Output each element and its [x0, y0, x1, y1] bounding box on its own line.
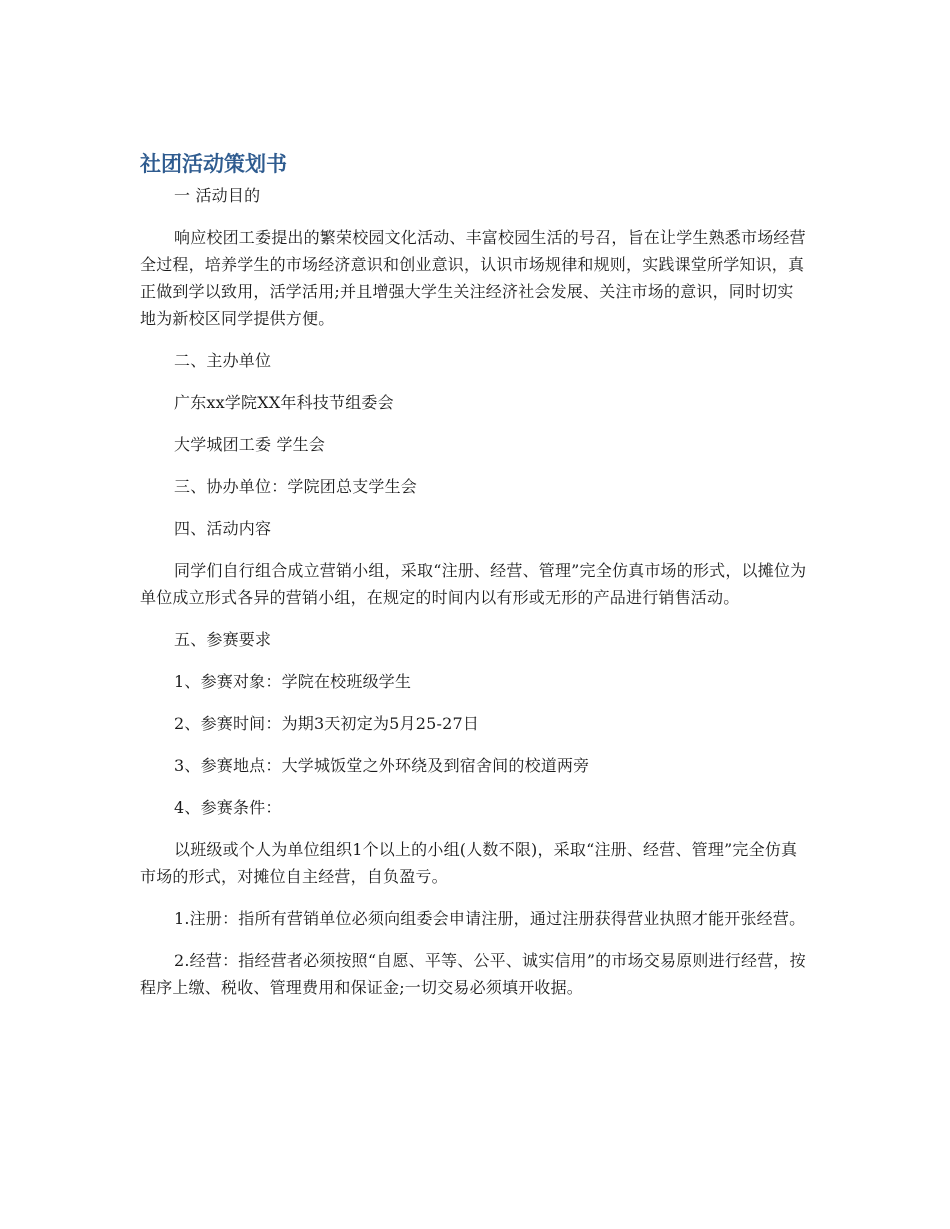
organizer-line-1: 广东xx学院XX年科技节组委会 [174, 393, 394, 412]
document-page [140, 148, 808, 1001]
paragraph-operation: 2.经营：指经营者必须按照“自愿、平等、公平、诚实信用”的市场交易原则进行经营，按程序上缴、税收、管理费用和保证金;一切交易必须填开收据。 [140, 951, 806, 997]
paragraph-registration: 1.注册：指所有营销单位必须向组委会申请注册，通过注册获得营业执照才能开张经营。 [174, 909, 806, 928]
paragraph-content: 同学们自行组合成立营销小组，采取“注册、经营、管理”完全仿真市场的形式，以摊位为单位成立形式各异的营销小组，在规定的时间内以有形或无形的产品进行销售活动。 [140, 561, 807, 607]
section-heading-purpose: 一 活动目的 [174, 186, 261, 205]
organizer-line-2: 大学城团工委 学生会 [174, 435, 326, 454]
section-heading-organizer: 二、主办单位 [174, 351, 272, 370]
section-heading-co-organizer: 三、协办单位：学院团总支学生会 [174, 477, 418, 496]
requirement-time: 2、参赛时间：为期3天初定为5月25-27日 [174, 714, 480, 733]
document-title: 社团活动策划书 [140, 152, 287, 176]
section-heading-content: 四、活动内容 [174, 519, 272, 538]
paragraph-conditions: 以班级或个人为单位组织1个以上的小组(人数不限)，采取“注册、经营、管理”完全仿真市场的形式，对摊位自主经营，自负盈亏。 [140, 840, 798, 886]
paragraph-purpose: 响应校团工委提出的繁荣校园文化活动、丰富校园生活的号召，旨在让学生熟悉市场经营全过程，培养学生的市场经济意识和创业意识，认识市场规律和规则，实践课堂所学知识，真正做到学以致用，活学活用;并且增强大学生关注经济社会发展、关注市场的意识，同时切实地为新校区同学提供方便。 [140, 228, 806, 328]
section-heading-requirements: 五、参赛要求 [174, 630, 272, 649]
requirement-location: 3、参赛地点：大学城饭堂之外环绕及到宿舍间的校道两旁 [174, 756, 590, 775]
requirement-conditions-heading: 4、参赛条件： [174, 798, 282, 817]
requirement-participants: 1、参赛对象：学院在校班级学生 [174, 672, 412, 691]
